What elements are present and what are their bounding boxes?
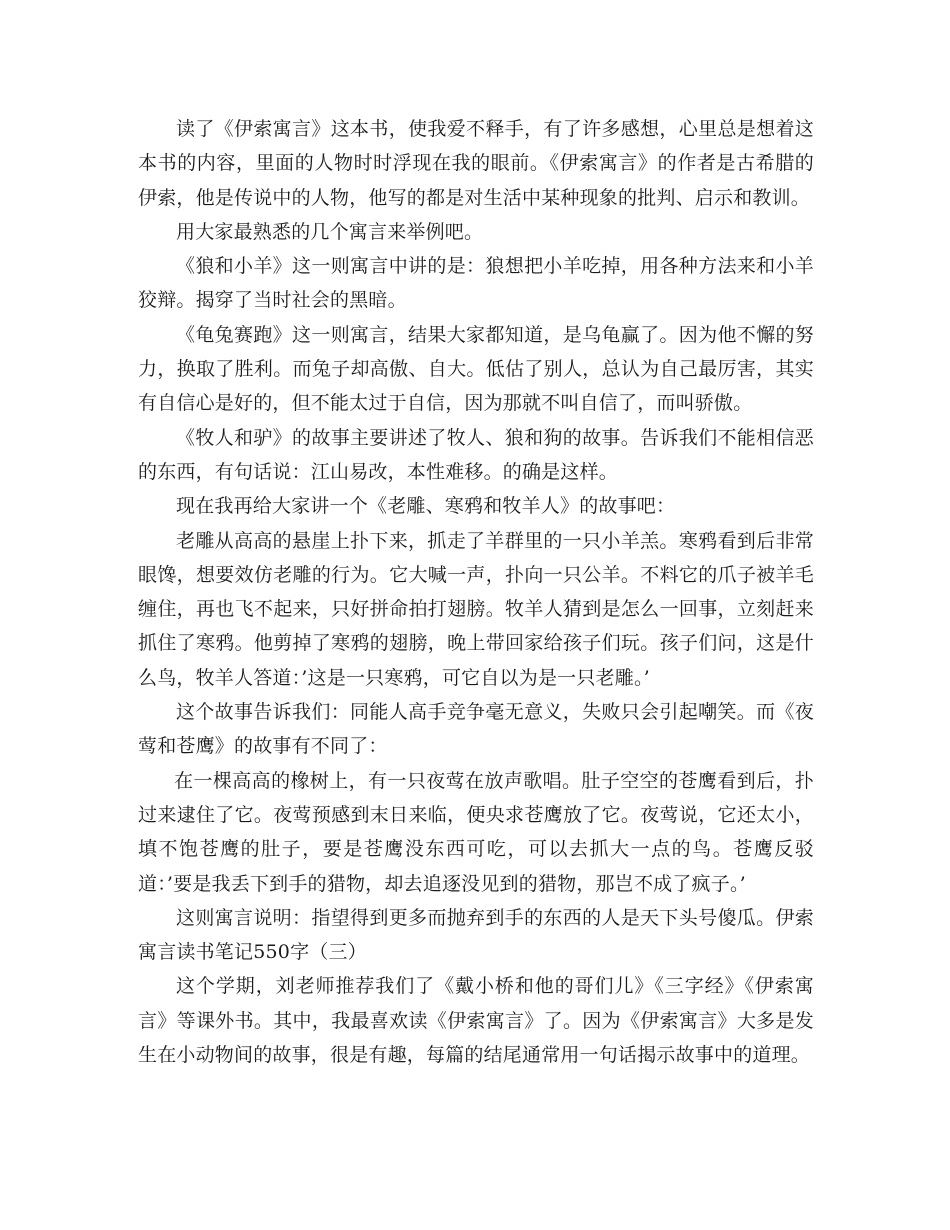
paragraph-eagle-story: 老雕从高高的悬崖上扑下来，抓走了羊群里的一只小羊羔。寒鸦看到后非常眼馋，想要效仿老雕的行为。它大喊一声，扑向一只公羊。不料它的爪子被羊毛缠住，再也飞不起来，只好拼命拍打翅膀。牧羊人猜到是怎么一回事，立刻赶来抓住了寒鸦。他剪掉了寒鸦的翅膀，晚上带回家给孩子们玩。孩子们问，这是什么鸟，牧羊人答道：’这是一只寒鸦，可它自以为是一只老雕。’	[138, 529, 814, 689]
document-body	[138, 112, 814, 1072]
paragraph-tortoise-and-hare: 《龟兔赛跑》这一则寓言，结果大家都知道，是乌龟赢了。因为他不懈的努力，换取了胜利。而兔子却高傲、自大。低估了别人，总认为自己最厉害，其实有自信心是好的，但不能太过于自信，因为那就不叫自信了，而叫骄傲。	[138, 323, 814, 415]
paragraph-shepherd-and-donkey: 《牧人和驴》的故事主要讲述了牧人、狼和狗的故事。告诉我们不能相信恶的东西，有句话说：江山易改，本性难移。的确是这样。	[138, 426, 814, 483]
paragraph-story-intro: 现在我再给大家讲一个《老雕、寒鸦和牧羊人》的故事吧：	[176, 495, 676, 518]
paragraph-eagle-moral: 这个故事告诉我们：同能人高手竞争毫无意义，失败只会引起嘲笑。而《夜莺和苍鹰》的故事有不同了：	[138, 701, 814, 758]
paragraph-wolf-and-lamb: 《狼和小羊》这一则寓言中讲的是：狼想把小羊吃掉，用各种方法来和小羊狡辩。揭穿了当时社会的黑暗。	[138, 255, 814, 312]
paragraph-semester-reading: 这个学期，刘老师推荐我们了《戴小桥和他的哥们儿》《三字经》《伊索寓言》等课外书。其中，我最喜欢读《伊索寓言》了。因为《伊索寓言》大多是发生在小动物间的故事，很是有趣，每篇的结尾通常用一句话揭示故事中的道理。	[138, 975, 814, 1067]
paragraph-intro: 读了《伊索寓言》这本书，使我爱不释手，有了许多感想，心里总是想着这本书的内容，里面的人物时时浮现在我的眼前。《伊索寓言》的作者是古希腊的伊索，他是传说中的人物，他写的都是对生活中某种现象的批判、启示和教训。	[138, 118, 814, 209]
paragraph-nightingale-moral: 这则寓言说明：指望得到更多而抛弃到手的东西的人是天下头号傻瓜。伊索寓言读书笔记550字（三）	[138, 906, 814, 964]
paragraph-nightingale-story: 在一棵高高的橡树上，有一只夜莺在放声歌唱。肚子空空的苍鹰看到后，扑过来逮住了它。夜莺预感到末日来临，便央求苍鹰放了它。夜莺说，它还太小，填不饱苍鹰的肚子，要是苍鹰没东西可吃，可以去抓大一点的鸟。苍鹰反驳道：’要是我丢下到手的猎物，却去追逐没见到的猎物，那岂不成了疯子。’	[138, 769, 814, 895]
paragraph-examples-lead: 用大家最熟悉的几个寓言来举例吧。	[176, 220, 484, 243]
